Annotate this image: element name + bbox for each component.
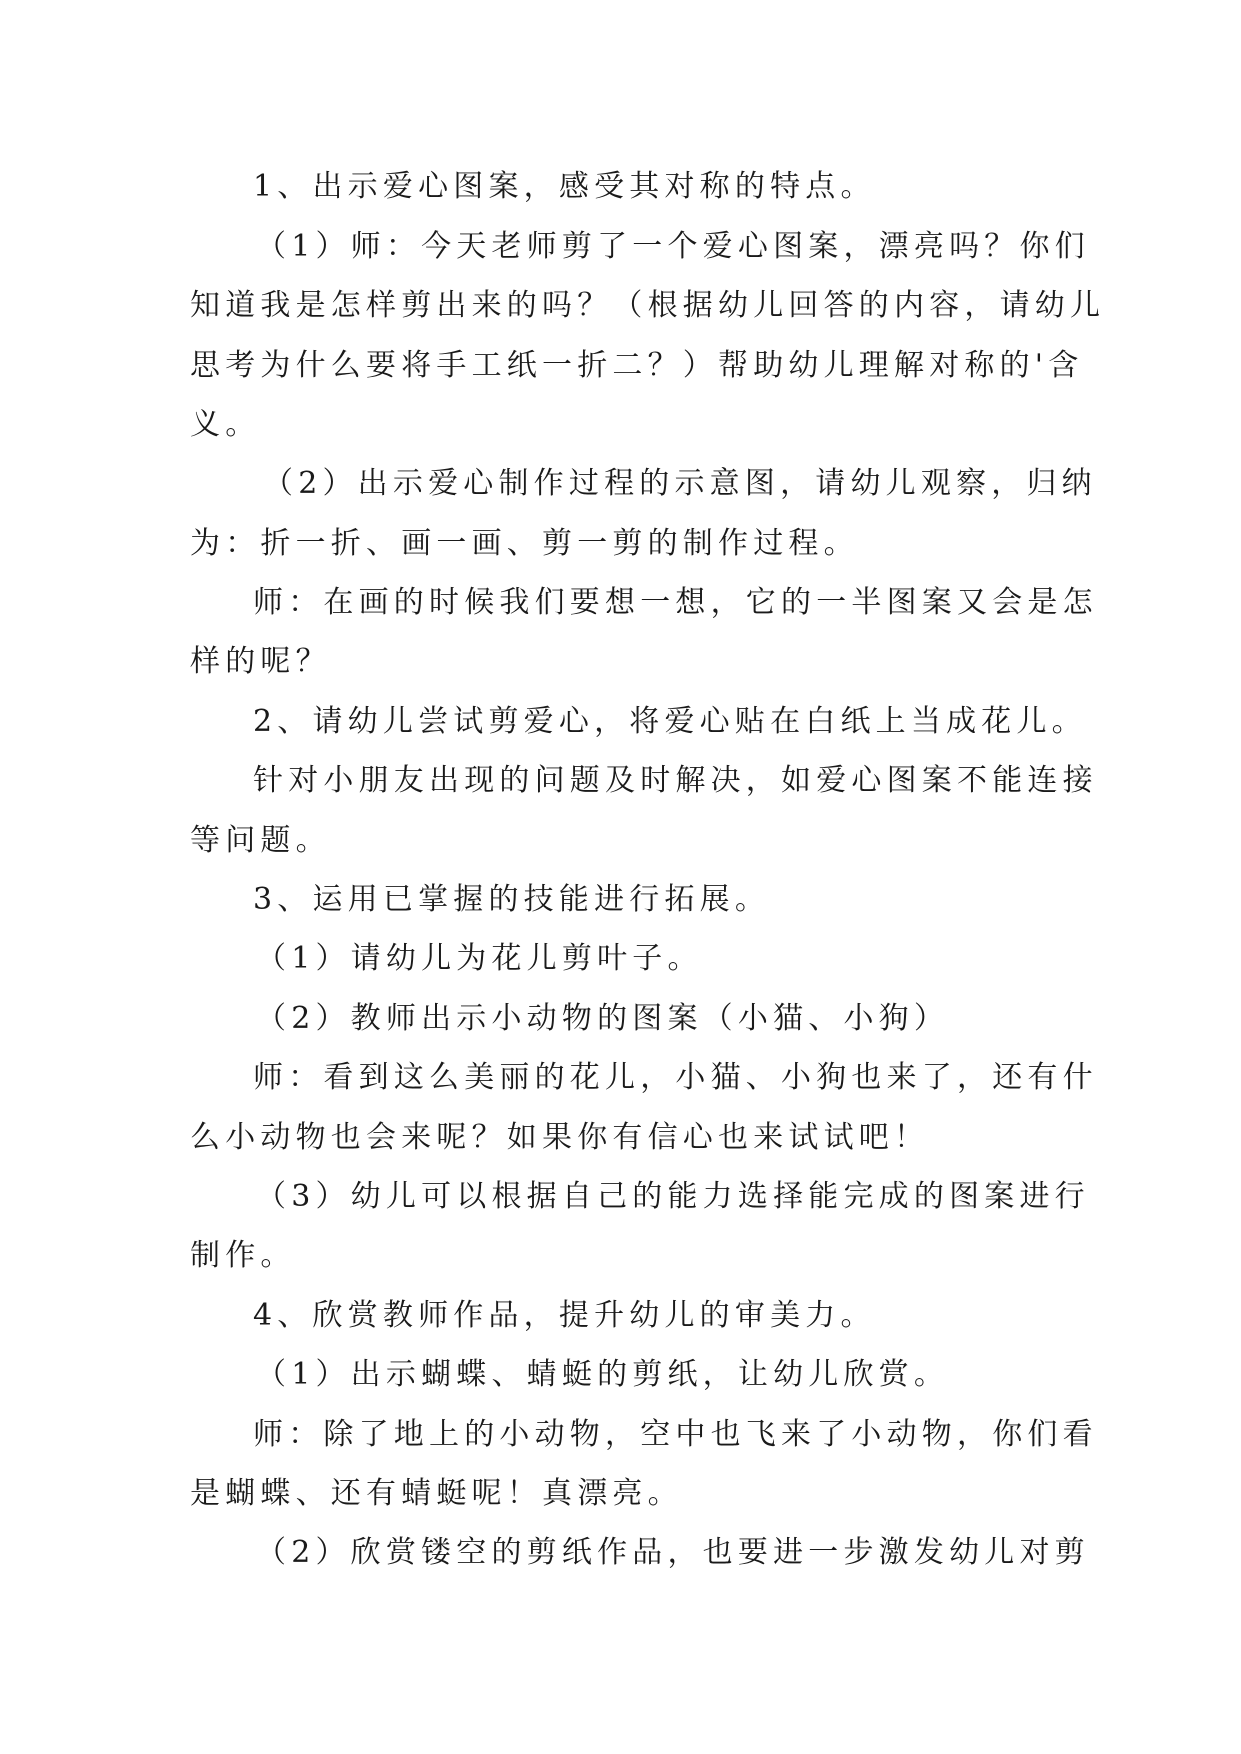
paragraph-line bbox=[0, 162, 1241, 212]
paragraph-line bbox=[0, 1113, 1241, 1163]
paragraph-line bbox=[0, 934, 1241, 984]
paragraph-line bbox=[0, 816, 1241, 866]
paragraph-line bbox=[0, 1350, 1241, 1400]
paragraph-line bbox=[0, 400, 1241, 450]
paragraph-line bbox=[0, 222, 1241, 272]
line-text: 么小动物也会来呢？如果你有信心也来试试吧！ bbox=[190, 1120, 930, 1155]
paragraph-line bbox=[0, 519, 1241, 569]
line-text: 思考为什么要将手工纸一折二？）帮助幼儿理解对称的'含 bbox=[190, 348, 1084, 383]
paragraph-line bbox=[0, 341, 1241, 391]
paragraph-line bbox=[0, 1410, 1241, 1460]
line-text: 样的呢？ bbox=[190, 644, 331, 679]
line-text: 师：除了地上的小动物，空中也飞来了小动物，你们看 bbox=[253, 1417, 1098, 1452]
line-text: 2、请幼儿尝试剪爱心，将爱心贴在白纸上当成花儿。 bbox=[253, 704, 1087, 739]
line-text: （3）幼儿可以根据自己的能力选择能完成的图案进行 bbox=[256, 1179, 1090, 1214]
line-text: （2）出示爱心制作过程的示意图，请幼儿观察，归纳 bbox=[263, 466, 1097, 501]
line-text: （2）教师出示小动物的图案（小猫、小狗） bbox=[256, 1001, 950, 1036]
paragraph-line bbox=[0, 1053, 1241, 1103]
paragraph-line bbox=[0, 994, 1241, 1044]
line-text: 义。 bbox=[190, 407, 261, 442]
line-text: （1）出示蝴蝶、蜻蜓的剪纸，让幼儿欣赏。 bbox=[256, 1357, 950, 1392]
paragraph-line bbox=[0, 1528, 1241, 1578]
line-text: 是蝴蝶、还有蜻蜓呢！真漂亮。 bbox=[190, 1476, 683, 1511]
paragraph-line bbox=[0, 1291, 1241, 1341]
paragraph-line bbox=[0, 281, 1241, 331]
line-text: 知道我是怎样剪出来的吗？（根据幼儿回答的内容，请幼儿 bbox=[190, 288, 1106, 323]
line-text: （1）师：今天老师剪了一个爱心图案，漂亮吗？你们 bbox=[256, 229, 1090, 264]
line-text: 3、运用已掌握的技能进行拓展。 bbox=[253, 882, 771, 917]
line-text: （1）请幼儿为花儿剪叶子。 bbox=[256, 941, 703, 976]
line-text: 等问题。 bbox=[190, 823, 331, 858]
paragraph-line bbox=[0, 459, 1241, 509]
paragraph-line bbox=[0, 1231, 1241, 1281]
paragraph-line bbox=[0, 697, 1241, 747]
line-text: 1、出示爱心图案，感受其对称的特点。 bbox=[253, 169, 876, 204]
line-text: 师：在画的时候我们要想一想，它的一半图案又会是怎 bbox=[253, 585, 1098, 620]
paragraph-line bbox=[0, 1469, 1241, 1519]
paragraph-line bbox=[0, 756, 1241, 806]
line-text: 针对小朋友出现的问题及时解决，如爱心图案不能连接 bbox=[253, 763, 1098, 798]
line-text: 4、欣赏教师作品，提升幼儿的审美力。 bbox=[253, 1298, 876, 1333]
paragraph-line bbox=[0, 1172, 1241, 1222]
line-text: 师：看到这么美丽的花儿，小猫、小狗也来了，还有什 bbox=[253, 1060, 1098, 1095]
paragraph-line bbox=[0, 578, 1241, 628]
line-text: （2）欣赏镂空的剪纸作品，也要进一步激发幼儿对剪 bbox=[256, 1535, 1090, 1570]
paragraph-line bbox=[0, 637, 1241, 687]
paragraph-line bbox=[0, 875, 1241, 925]
line-text: 制作。 bbox=[190, 1238, 296, 1273]
line-text: 为：折一折、画一画、剪一剪的制作过程。 bbox=[190, 526, 859, 561]
